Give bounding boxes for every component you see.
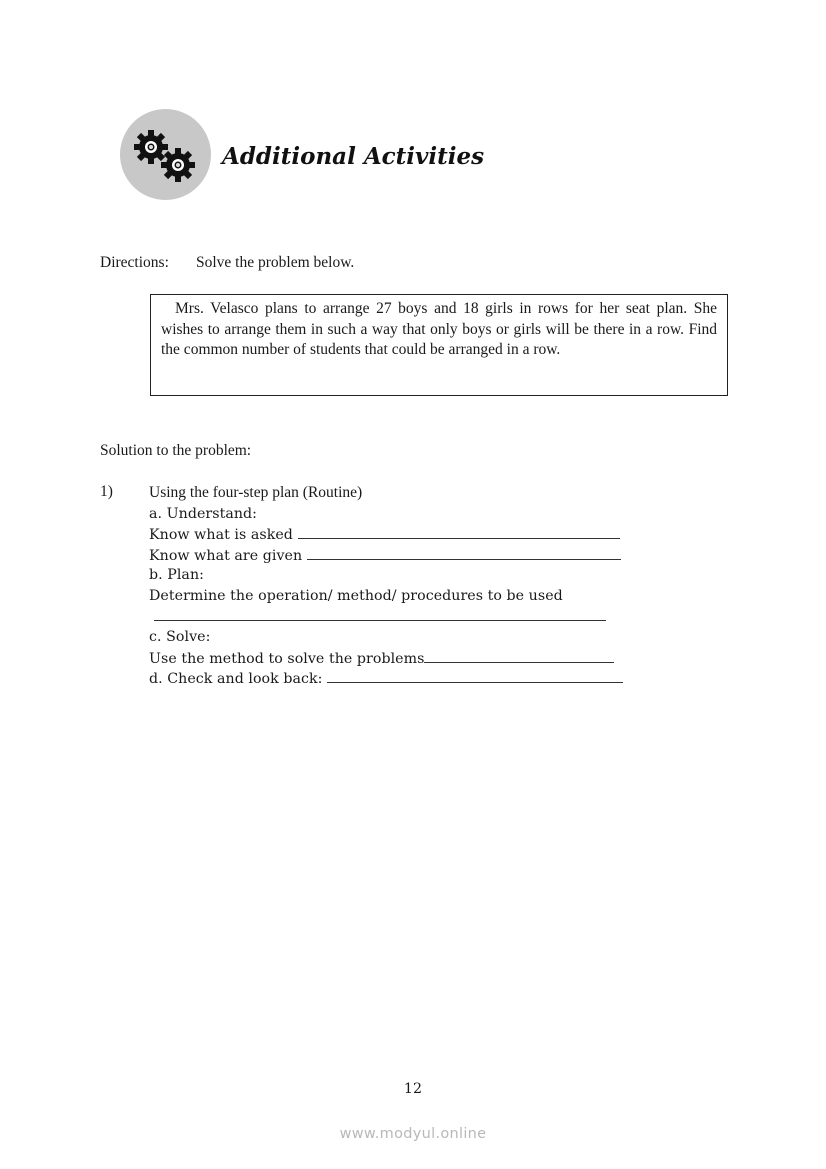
given-row: [149, 545, 623, 566]
plan-row: [149, 607, 623, 628]
page-number: 12: [403, 1081, 423, 1097]
step-a-label: a. Understand:: [149, 505, 257, 522]
solve-answer-blank[interactable]: [424, 648, 614, 663]
four-step-plan: [149, 483, 623, 689]
asked-answer-blank[interactable]: [298, 524, 620, 539]
check-row: [149, 668, 623, 689]
solve-label: Use the method to solve the problems: [149, 650, 425, 667]
directions-label: Directions:: [100, 254, 169, 271]
solution-label: Solution to the problem:: [100, 442, 252, 459]
section-title: Additional Activities: [222, 143, 485, 170]
given-label: Know what are given: [149, 547, 303, 564]
plan-answer-blank[interactable]: [154, 610, 606, 621]
item-number: 1): [100, 483, 113, 500]
directions: [100, 254, 354, 272]
step-b-label: b. Plan:: [149, 567, 204, 584]
directions-text: Solve the problem below.: [196, 254, 355, 271]
problem-text: Mrs. Velasco plans to arrange 27 boys and 18 girls in rows for her seat plan. She wishes to arrange them in such a way that only boys or girls will be there in a row. Find the common number of students that could be arranged in a row.: [161, 300, 717, 359]
solve-row: [149, 648, 623, 669]
step-d-label: d. Check and look back:: [149, 671, 323, 688]
given-answer-blank[interactable]: [307, 545, 621, 560]
plan-text: Determine the operation/ method/ procedures to be used: [149, 587, 563, 604]
gears-icon: [120, 109, 211, 200]
step-c-label: c. Solve:: [149, 629, 211, 646]
asked-row: [149, 524, 623, 545]
check-answer-blank[interactable]: [327, 668, 623, 683]
watermark: www.modyul.online: [339, 1126, 487, 1142]
problem-box: [150, 294, 728, 396]
item-title: Using the four-step plan (Routine): [149, 484, 363, 501]
asked-label: Know what is asked: [149, 527, 293, 544]
